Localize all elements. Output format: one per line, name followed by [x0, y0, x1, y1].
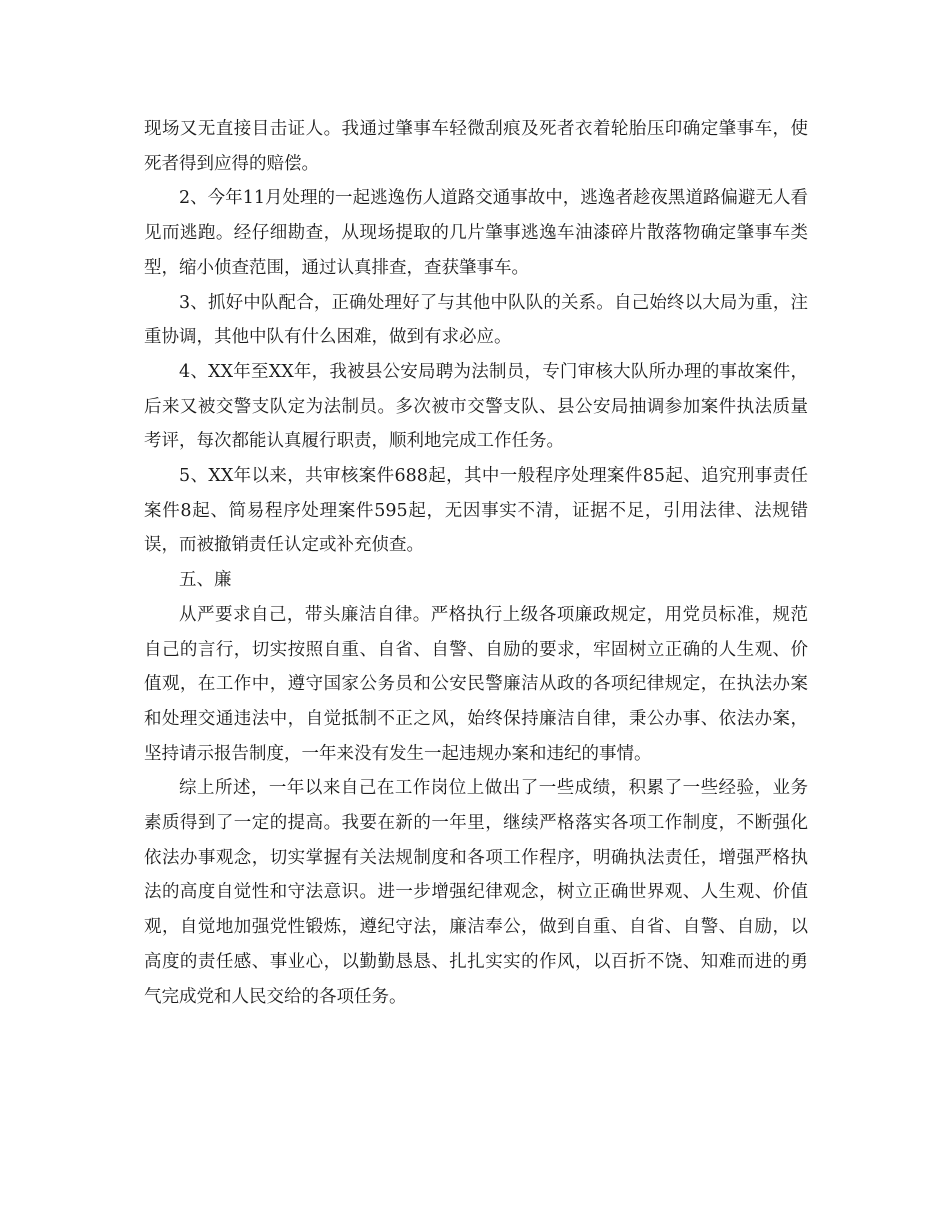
section-heading: 五、廉: [179, 570, 232, 591]
document-body: [144, 112, 808, 1014]
paragraph: 5、XX年以来，共审核案件688起，其中一般程序处理案件85起、追究刑事责任案件8起、简易程序处理案件595起，无因事实不清，证据不足，引用法律、法规错误，而被撤销责任认定或补充侦查。: [144, 466, 808, 556]
paragraph: 3、抓好中队配合，正确处理好了与其他中队队的关系。自己始终以大局为重，注重协调，其他中队有什么困难，做到有求必应。: [144, 292, 808, 348]
paragraph: 2、今年11月处理的一起逃逸伤人道路交通事故中，逃逸者趁夜黑道路偏避无人看见而逃跑。经仔细勘查，从现场提取的几片肇事逃逸车油漆碎片散落物确定肇事车类型，缩小侦查范围，通过认真排查，查获肇事车。: [144, 188, 808, 278]
paragraph: 从严要求自己，带头廉洁自律。严格执行上级各项廉政规定，用党员标准，规范自己的言行，切实按照自重、自省、自警、自励的要求，牢固树立正确的人生观、价值观，在工作中，遵守国家公务员和公安民警廉洁从政的各项纪律规定，在执法办案和处理交通违法中，自觉抵制不正之风，始终保持廉洁自律，秉公办事、依法办案，坚持请示报告制度，一年来没有发生一起违规办案和违纪的事情。: [144, 604, 808, 764]
paragraph: 现场又无直接目击证人。我通过肇事车轻微刮痕及死者衣着轮胎压印确定肇事车，使死者得到应得的赔偿。: [144, 119, 808, 174]
paragraph: 综上所述，一年以来自己在工作岗位上做出了一些成绩，积累了一些经验，业务素质得到了一定的提高。我要在新的一年里，继续严格落实各项工作制度，不断强化依法办事观念，切实掌握有关法规制度和各项工作程序，明确执法责任，增强严格执法的高度自觉性和守法意识。进一步增强纪律观念，树立正确世界观、人生观、价值观，自觉地加强党性锻炼，遵纪守法，廉洁奉公，做到自重、自省、自警、自励，以高度的责任感、事业心，以勤勤恳恳、扎扎实实的作风，以百折不饶、知难而进的勇气完成党和人民交给的各项任务。: [144, 778, 808, 1007]
paragraph: 4、XX年至XX年，我被县公安局聘为法制员，专门审核大队所办理的事故案件，后来又被交警支队定为法制员。多次被市交警支队、县公安局抽调参加案件执法质量考评，每次都能认真履行职责，顺利地完成工作任务。: [144, 361, 808, 452]
